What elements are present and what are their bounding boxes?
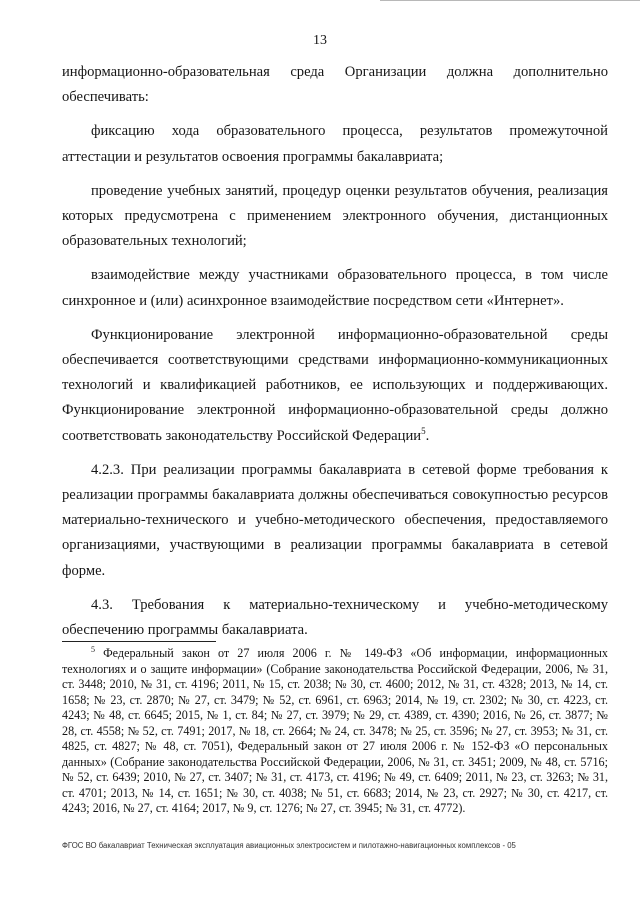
footnote-reference: 5 — [421, 425, 426, 436]
paragraph-item-fixation: фиксацию хода образовательного процесса, результатов промежуточной аттестации и результатов освоения программы бакалавриата; — [62, 123, 608, 165]
paragraph-intro: информационно-образовательная среда Организации должна дополнительно обеспечивать: — [62, 64, 608, 106]
paragraph-item-interaction: взаимодействие между участниками образовательного процесса, в том числе синхронное и (или) асинхронное взаимодействие посредством сети «Интернет». — [62, 267, 608, 309]
footnote-paragraph — [62, 646, 608, 817]
document-footer-line: ФГОС ВО бакалавриат Техническая эксплуатация авиационных электросистем и пилотажно-навигационных комплексов - 05 — [62, 841, 516, 850]
paragraph-4-3: 4.3. Требования к материально-техническому и учебно-методическому обеспечению программы бакалавриата. — [62, 596, 608, 639]
page-number: 13 — [313, 33, 327, 48]
paragraph-functioning-end: . — [425, 427, 430, 444]
footnote-text: Федеральный закон от 27 июля 2006 г. № 149-ФЗ «Об информации, информационных технологиях и о защите информации» (Собрание законодательства Российской Федерации, 2006, № 31, ст. 3448; 2010, № 31, ст. 4196; 2011, № 15, ст. 2038; № 30, ст. 4600; 2012, № 31, ст. 4328; 2013, № 14, ст. 1658; № 23, ст. 2870; № 27, ст. 3479; № 52, ст. 6961, ст. 6963; 2014, № 19, ст. 2302; № 30, ст. 4223, ст. 4243; № 48, ст. 6645; 2015, № 1, ст. 84; № 27, ст. 3979; № 29, ст. 4389, ст. 4390; 2016, № 26, ст. 3877; № 28, ст. 4558; № 52, ст. 7491; 2017, № 18, ст. 2664; № 24, ст. 3478; № 25, ст. 3596; № 27, ст. 3953; № 31, ст. 4825, ст. 4827; № 48, ст. 7051), Федеральный закон от 27 июля 2006 г. № 152-ФЗ «О персональных данных» (Собрание законодательства Российской Федерации, 2006, № 31, ст. 3451; 2009, № 48, ст. 5716; № 52, ст. 6439; 2010, № 27, ст. 3407; № 31, ст. 4173, ст. 4196; № 49, ст. 6409; 2011, № 23, ст. 3263; № 31, ст. 4701; 2013, № 14, ст. 1651; № 30, ст. 4038; № 51, ст. 6683; 2014, № 23, ст. 2927; № 30, ст. 4217, ст. 4243; 2016, № 27, ст. 4164; 2017, № 9, ст. 1276; № 27, ст. 3945; № 31, ст. 4772). — [62, 646, 608, 816]
footnote-marker: 5 — [91, 644, 95, 654]
paragraph-item-classes: проведение учебных занятий, процедур оценки результатов обучения, реализация которых предусмотрена с применением электронного обучения, дистанционных образовательных технологий; — [62, 182, 608, 250]
footnote — [62, 646, 608, 817]
paragraph-functioning-text: Функционирование электронной информационно-образовательной среды обеспечивается соответствующими средствами информационно-коммуникационных технологий и квалификацией работников, ее использующих и поддерживающих. Функционирование электронной информационно-образовательной среды должно соответствовать законодательству Российской Федерации — [62, 326, 608, 444]
footnote-separator — [62, 641, 216, 642]
paragraph-4-2-3: 4.2.3. При реализации программы бакалавриата в сетевой форме требования к реализации программы бакалавриата должны обеспечиваться совокупностью ресурсов материально-технического и учебно-методического обеспечения, предоставляемого организациями, участвующими в реализации программы бакалавриата в сетевой форме. — [62, 461, 608, 579]
paragraph-functioning — [62, 323, 608, 449]
top-scan-rule — [380, 0, 640, 1]
main-text — [62, 60, 608, 643]
